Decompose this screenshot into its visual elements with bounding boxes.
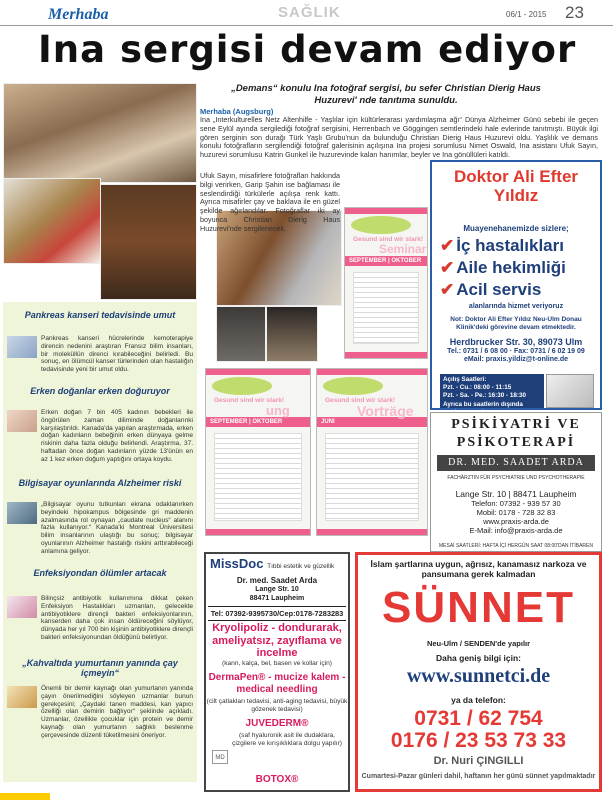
brief-title: Erken doğanlar erken doğuruyor (30, 386, 170, 396)
sunnet-doctor: Dr. Nuri ÇINGILLI (433, 755, 524, 767)
check-icon: ✔ (440, 236, 455, 255)
psikiyatri-title: PSİKOTERAPİ (456, 435, 576, 450)
missdoc-treatment: Kryolipoliz - dondurarak, ameliyatsız, zayıflama ve incelme (212, 622, 342, 660)
missdoc-doctor: Dr. med. Saadet Arda (236, 576, 318, 585)
poster-schedule (353, 272, 419, 344)
psikiyatri-title: PSİKİYATRİ VE (451, 417, 581, 432)
psikiyatri-doctor: DR. MED. SAADET ARDA (437, 455, 595, 471)
doktor-service (440, 258, 566, 278)
doktor-ad-address: Herdbrucker Str. 30, 89073 Ulm (449, 337, 583, 347)
doktor-ad-hours (440, 374, 544, 408)
computer-game-icon (7, 502, 37, 524)
sunnet-intro: İslam şartlarına uygun, ağrısız, kanamasız narkoza ve pansumana gerek kalmadan (370, 559, 587, 580)
footer-accent (0, 793, 50, 800)
missdoc-treatment: JUVEDERM® (245, 718, 309, 729)
psikiyatri-specialty: FACHÄRZTIN FÜR PSYCHIATRIE UND PSYCHOTHERAPIE (447, 475, 585, 481)
missdoc-tel: Tel: 07392-9395730/Cep:0178-7283283 (208, 606, 346, 621)
doktor-ad-clinic: Not: Doktor Ali Efter Yıldız Neu-Ulm Donau Klinik'deki görevine devam etmektedir. (450, 316, 582, 332)
brief-text: Pankreas kanseri hücrelerinde kemoterapiye direncin nedenini araştıran Fransız bilim insanları, bir moleküllün direnci kırabileceğini belirledi. Bu sonuç, en ölümcül kanser türlerinden olan hastalığın tedavisinde yeni bir umut oldu. (41, 335, 193, 374)
missdoc-ad (204, 552, 350, 792)
brief-title: Pankreas kanseri tedavisinde umut (24, 310, 176, 320)
sunnet-ad (355, 552, 602, 792)
doktor-service-label: İç hastalıkları (456, 236, 564, 255)
masthead-logo: Merhaba (48, 6, 109, 23)
page-number: 23 (565, 3, 584, 22)
poster-headline: Gesund sind wir stark! (353, 236, 424, 243)
psikiyatri-ad (430, 412, 602, 552)
sunnet-title: SÜNNET (382, 583, 575, 632)
doktor-service-label: Acil servis (456, 280, 542, 299)
photo-guest-1 (216, 306, 266, 362)
photo-guest-2 (266, 306, 318, 362)
psikiyatri-phone: Telefon: 07392 - 939 57 30 (471, 499, 561, 509)
article-subhead: „Demans“ konulu Ina fotoğraf sergisi, bu sefer Christian Dierig Haus Huzurevi' nde tanıtıma sunuldu. (231, 83, 541, 106)
brief-title: Bilgisayar oyunlarında Alzheimer riski (18, 478, 182, 488)
lecture-poster (316, 368, 428, 536)
poster-headline: Gesund sind wir stark! (325, 397, 396, 404)
missdoc-treatment: DermaPen® - mucize kalem - medical needling (208, 672, 346, 695)
issue-date: 06/1 - 2015 (506, 10, 547, 19)
baby-icon (7, 410, 37, 432)
hours-line: Pzt. - Sa. - Pe.: 16:30 - 18:30 (443, 392, 526, 400)
brief-text: Erken doğan 7 bin 405 kadının bebekleri ile öngörülen zaman diliminde doğanlarınki karşılaştırıldı. Kanada'da yapılan araştırmada, erken doğan kadınların bebeğinin erken dünyaya gelme riskinin daha fazla olduğu belirlendi. Araştırma, 37. haftadan önce doğan kadınların yüzde 13'ünün en az 1 kez erken doğum yaptığını ortaya koydu. (41, 409, 193, 463)
doktor-ad-title: Doktor Ali Efter Yıldız (453, 167, 579, 205)
pancreas-icon (7, 336, 37, 358)
psikiyatri-address: Lange Str. 10 | 88471 Laupheim (455, 489, 577, 499)
poster-big-word: ung (266, 403, 290, 418)
psikiyatri-hours-note: MESAİ SAATLERİ: HAFTA İÇİ HERGÜN SAAT 08:00'DAN İTİBAREN (439, 543, 593, 549)
poster-headline: Gesund sind wir stark! (214, 397, 285, 404)
brief-text: Bilinçsiz antibiyotik kullanımına dikkat çeken Enfeksiyon Hastalıkları uzmanları, gelecekte antibiyotiklere dirençli bakteri enfeksiyonlarının, kanserden daha çok insan öldüreceğini söylüyor, dünyada her yıl 700 bin kişinin antibiyotiklere dirençli bakteri enfeksiyonundan öldüğünü belirtiyor. (41, 595, 193, 641)
sunnet-bottom: Cumartesi-Pazar günleri dahil, haftanın her günü sünnet yapılmaktadır (361, 773, 596, 780)
brief-text: Önemli bir demir kaynağı olan yumurtanın yanında çayın önerilmediğini söyleyen uzmanlar bunun gerekçesini; „Çaydaki tanen maddesi, kan yapıcı özelliği olan demirin bağlıyor“ şeklinde açıkladı. Uzmanlar, özellikle çocuklar için protein ve demir kaynağı olan yumurtanın sağlıklı beslenme çerçevesinde düzenli tüketilmesini öneriyor. (41, 685, 193, 739)
check-icon: ✔ (440, 258, 455, 277)
doktor-service (440, 236, 564, 256)
sunnet-phone: 0731 / 62 754 (414, 707, 543, 730)
psikiyatri-mobile: Mobil: 0178 - 728 32 83 (476, 508, 556, 518)
psikiyatri-email: E-Mail: info@praxis-arda.de (469, 526, 563, 536)
doktor-ad (430, 160, 602, 410)
poster-schedule (325, 433, 419, 521)
doktor-ad-phones: Tel.: 0731 / 6 08 00 · Fax: 0731 / 6 02 19 09 (447, 347, 585, 355)
doktor-ad-note: alanlarında hizmet veriyoruz (468, 303, 564, 310)
article-body-top (200, 107, 598, 160)
poster-label: SEPTEMBER | OKTOBER (345, 256, 427, 266)
brief-title: Enfeksiyondan ölümler artacak (33, 568, 167, 578)
poster-big-word: Seminar (379, 242, 427, 256)
missdoc-treatment: BOTOX® (255, 774, 299, 785)
seminar-poster (344, 207, 428, 359)
brief-text: „Bilgisayar oyunu tutkunları ekrana odaklanırken beyindeki hipokampus bölgesinde gri maddenin azalmasında rol oynayan „caudate nucleus“ alanını fazla kullanıyor.“ Kanada'ki Montreal Üniversitesi bilim insanlarının ulaştığı bu sonuç; bilgisayar oyunlarının Alzheimer hastalığı riskini arttırabileceği anlamına geliyor. (41, 501, 193, 555)
article-headline: Ina sergisi devam ediyor (38, 28, 577, 71)
poster-big-word: Vorträge (357, 403, 414, 419)
missdoc-treatment-note: (saf hyaluronik asit ile dudaklara, çizgilere ve kırışıklıklara dolgu yapılır) (232, 732, 342, 747)
article-paragraph-3: Ufuk Sayın, misafirlere fotoğrafları hakkında bilgi verirken, Garip Şahin ise bağlaması ile seslendirdiği türkülerle açılışa renk kattı. Ayrıca misafirler çay ve baklava ile en güzel şekilde ağırlandılar. Fotoğraflar iki ay boyunca Christian Dierig Haus Huzurevi'nde sergilenecek. (200, 171, 340, 233)
header-divider (0, 25, 613, 26)
missdoc-logo: MD (212, 750, 228, 764)
hours-line: Ayrıca bu saatlerin dışında (443, 400, 523, 408)
check-icon: ✔ (440, 280, 455, 299)
doktor-ad-email: eMail: praxis.yildiz@t-online.de (463, 356, 569, 364)
section-title: SAĞLIK (278, 4, 341, 21)
poster-label: SEPTEMBER | OKTOBER (206, 417, 310, 427)
missdoc-city: 88471 Laupheim (249, 595, 305, 602)
sunnet-phone: 0176 / 23 53 73 33 (390, 729, 567, 752)
poster-bar (317, 369, 427, 375)
doktor-ad-contact (432, 337, 600, 365)
sunnet-or-phone: ya da telefon: (451, 695, 506, 705)
article-dateline: Merhaba (Augsburg) (200, 107, 274, 116)
sunnet-place: Neu-Ulm / SENDEN'de yapılır (426, 639, 531, 648)
poster-logo (351, 216, 411, 234)
poster-bar (206, 529, 310, 535)
hours-line: Açılış Saatleri: (443, 376, 487, 383)
psikiyatri-web: www.praxis-arda.de (483, 517, 549, 527)
page-header (0, 0, 613, 26)
photo-speaker (100, 184, 197, 300)
breakfast-icon (7, 686, 37, 708)
article-paragraph-1: Ina „Interkulturelles Netz Altenhilfe - Yaşlılar için kültürlerarası yardımlaşma ağı“ Dünya Alzheimer Günü sebebi ile geçen sene Eylül ayında sergilediği fotoğraf sergisini, Herrenbach ve Göggingen semtlerindeki hale evlerinde tanıtmıştı. (200, 115, 598, 133)
brief-title: „Kahvaltıda yumurtanın yanında çay içmeyin“ (22, 658, 178, 679)
article-paragraph-2: Büyük ilgi gören serginin son durağı Türk Yaşlı Grubu'nun da bulunduğu Christian Dierig Haus Huzurevi oldu. Yaşlılık ve demans konulu fotoğrafların sergilendiği fotoğraf galerisinin açılışına Ina projesi sorumlusu Nimet Oswald, Ina asistanı Ufuk Sayın, huzurevi sorumlusu Katrin Gunkel ile huzurevinde kalan hanımlar, beyler ve Ina gönüllüleri katıldı. (200, 123, 599, 160)
hours-line: Pzt. - Cu.: 08:00 - 11:15 (443, 384, 512, 392)
photo-group (3, 83, 197, 183)
seminar-poster (205, 368, 311, 536)
health-briefs (3, 302, 197, 782)
poster-schedule (214, 433, 302, 521)
poster-bar (345, 208, 427, 214)
sunnet-info: Daha geniş bilgi için: (435, 653, 521, 663)
missdoc-tagline: Tıbbi estetik ve güzellik (267, 563, 335, 570)
missdoc-treatment-note: (cilt çatlakları tedavisi, anti-aging tedavisi, büyük gözenek tedavisi) (206, 698, 348, 713)
missdoc-brand-name: MissDoc (210, 556, 264, 571)
poster-logo (323, 377, 383, 395)
doktor-service (440, 280, 541, 300)
missdoc-street: Lange Str. 10 (255, 586, 299, 593)
missdoc-treatment-note: (kann, kalça, bel, basen ve kollar için) (222, 660, 332, 667)
photo-visitors (3, 178, 101, 264)
doktor-ad-subtitle: Muayenehanemizde sizlere; (463, 224, 569, 233)
clinic-logo-icon (546, 374, 594, 408)
sunnet-url: www.sunnetci.de (406, 665, 551, 687)
poster-bar (345, 352, 427, 358)
poster-label: JUNI (317, 417, 427, 427)
poster-bar (206, 369, 310, 375)
doktor-service-label: Aile hekimliği (456, 258, 566, 277)
pills-icon (7, 596, 37, 618)
psikiyatri-contact (431, 489, 601, 535)
poster-bar (317, 529, 427, 535)
poster-logo (212, 377, 272, 395)
missdoc-brand (210, 556, 334, 571)
